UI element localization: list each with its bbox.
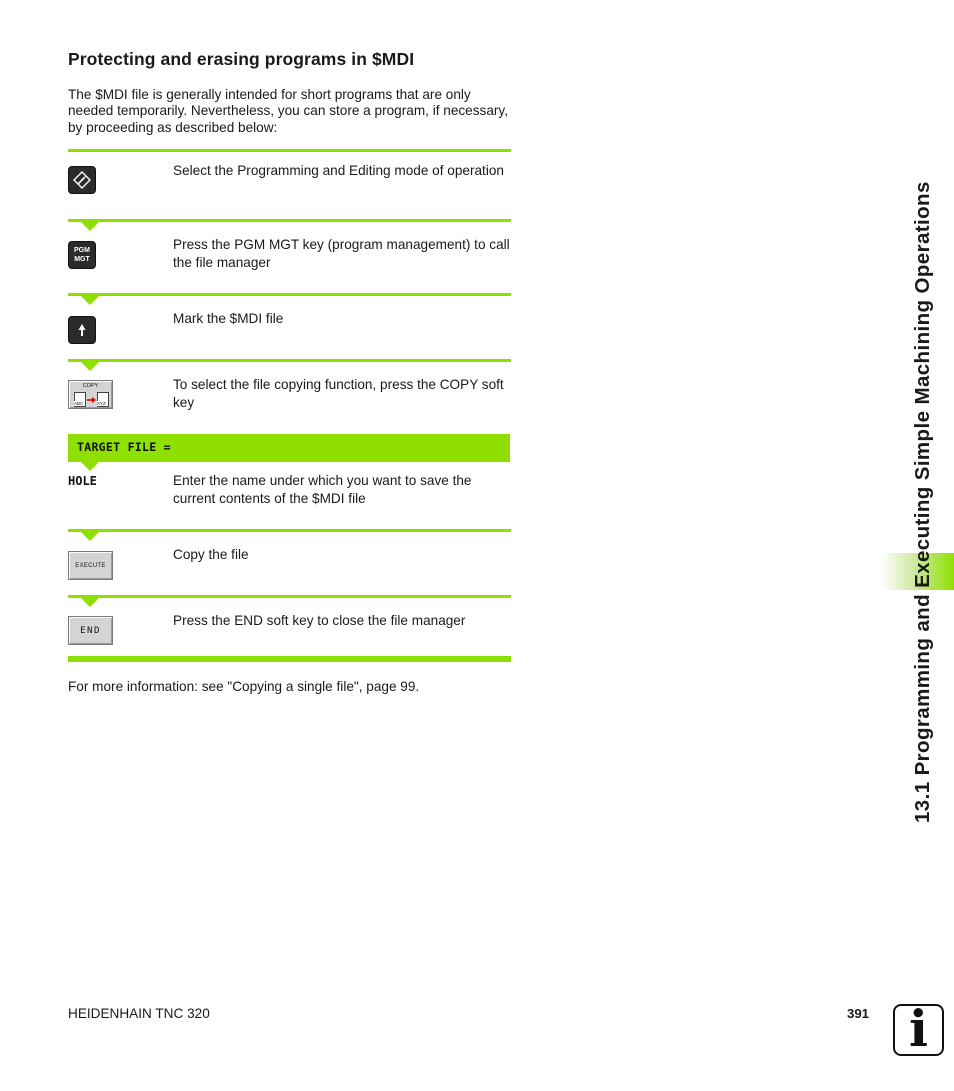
footer-product: HEIDENHAIN TNC 320: [68, 1006, 210, 1021]
execute-softkey-label: EXECUTE: [75, 562, 106, 569]
page-number: 391: [847, 1006, 870, 1021]
step-arrow: [81, 532, 99, 541]
step-divider: [68, 359, 511, 362]
step-arrow: [81, 296, 99, 305]
copy-softkey: [68, 380, 113, 409]
step-text: Press the END soft key to close the file manager: [173, 613, 466, 628]
programming-edit-mode-icon: [72, 170, 92, 190]
step-arrow: [81, 598, 99, 607]
pgm-mgt-key-label: MGT: [74, 256, 90, 263]
info-icon: [893, 999, 944, 1058]
execute-softkey: [68, 551, 113, 580]
copy-softkey-label: COPY: [82, 383, 99, 389]
step-divider: [68, 595, 511, 598]
intro-paragraph: The $MDI file is generally intended for short programs that are only needed temporarily. Nevertheless, you can store a program, if necessary, by proceeding as described below:: [68, 87, 508, 135]
source-file-label: ABC: [74, 401, 84, 406]
end-softkey: [68, 616, 113, 645]
file-name-input-value: HOLE: [68, 474, 97, 488]
dialog-prompt-bar: [68, 434, 510, 462]
step-text: Copy the file: [173, 547, 249, 562]
step-arrow: [81, 462, 99, 471]
dialog-prompt: TARGET FILE =: [77, 440, 171, 454]
section-heading: Protecting and erasing programs in $MDI: [68, 49, 415, 69]
copy-arrow-icon: [87, 396, 97, 404]
procedure-end-bar: [68, 656, 511, 662]
info-icon-glyph: i: [909, 999, 928, 1058]
step-text: Select the Programming and Editing mode of operation: [173, 163, 504, 178]
chapter-side-title: 13.1 Programming and Executing Simple Machining Operations: [911, 181, 934, 823]
target-file-label: XYZ: [97, 401, 106, 406]
step-arrow: [81, 362, 99, 371]
step-text: Mark the $MDI file: [173, 311, 284, 326]
step-divider: [68, 219, 511, 222]
step-divider: [68, 529, 511, 532]
arrow-up-key: [68, 316, 96, 344]
step-divider: [68, 149, 511, 152]
step-divider: [68, 293, 511, 296]
more-info-reference: For more information: see "Copying a single file", page 99.: [68, 679, 420, 694]
pgm-mgt-key: [68, 241, 96, 269]
step-text: Enter the name under which you want to save the current contents of the $MDI file: [173, 473, 472, 506]
step-arrow: [81, 222, 99, 231]
pgm-mgt-key-label: PGM: [74, 247, 90, 254]
step-text: To select the file copying function, press the COPY soft key: [173, 377, 504, 410]
step-text: Press the PGM MGT key (program management) to call the file manager: [173, 237, 510, 270]
end-softkey-label: END: [80, 625, 101, 636]
arrow-up-icon: [76, 322, 88, 338]
programming-edit-mode-key: [68, 166, 96, 194]
